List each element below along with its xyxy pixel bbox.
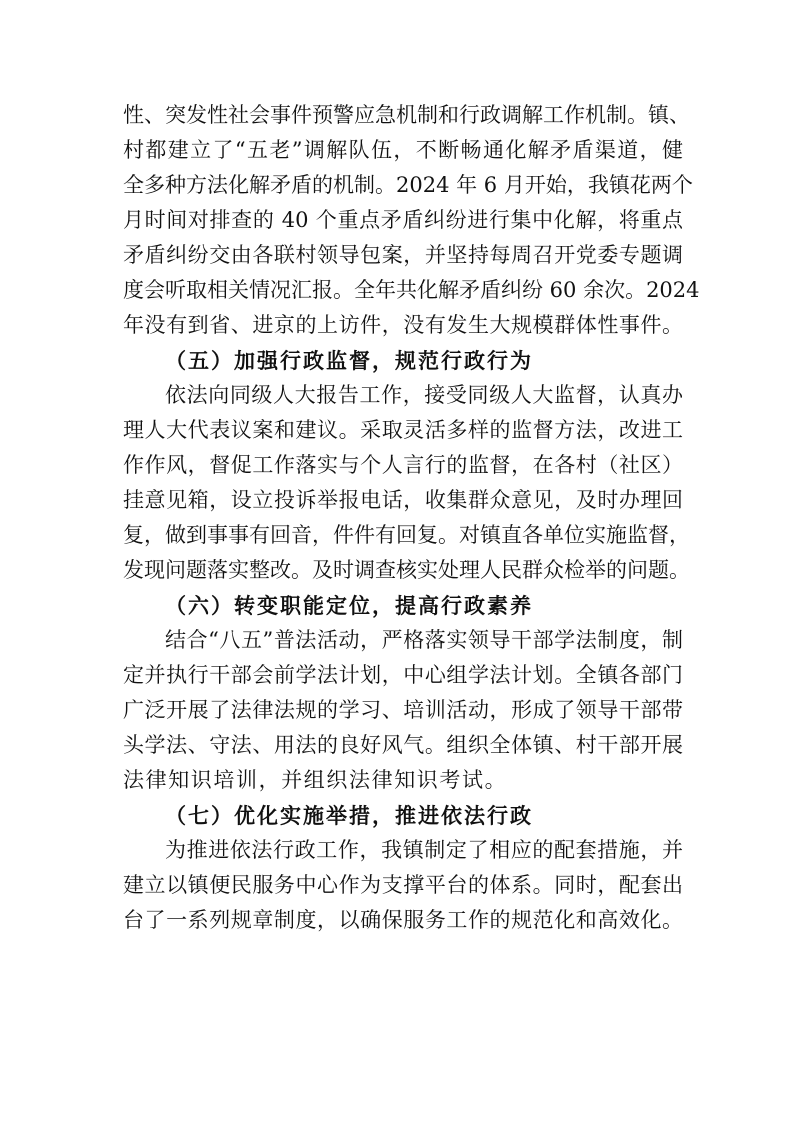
paragraph-line: 理人大代表议案和建议。采取灵活多样的监督方法，改进工 [123, 418, 683, 442]
paragraph-line: 年没有到省、进京的上访件，没有发生大规模群体性事件。 [123, 313, 683, 337]
paragraph-line: 性、突发性社会事件预警应急机制和行政调解工作机制。镇、 [123, 103, 690, 127]
paragraph-line: 定并执行干部会前学法计划，中心组学法计划。全镇各部门 [123, 663, 683, 687]
paragraph-line: 全多种方法化解矛盾的机制。2024 年 6 月开始，我镇花两个 [123, 173, 693, 197]
paragraph-line: 挂意见箱，设立投诉举报电话，收集群众意见，及时办理回 [123, 488, 683, 512]
section-heading-7: （七）优化实施举措，推进依法行政 [165, 803, 533, 828]
paragraph-line: 作作风，督促工作落实与个人言行的监督，在各村（社区） [123, 453, 683, 477]
paragraph-line: 村都建立了“五老”调解队伍，不断畅通化解矛盾渠道，健 [123, 138, 683, 162]
paragraph-line: 建立以镇便民服务中心作为支撑平台的体系。同时，配套出 [123, 873, 683, 897]
paragraph-line: 发现问题落实整改。及时调查核实处理人民群众检举的问题。 [123, 558, 690, 582]
paragraph-first-line: 结合“八五”普法活动，严格落实领导干部学法制度，制 [165, 628, 683, 652]
paragraph-first-line: 依法向同级人大报告工作，接受同级人大监督，认真办 [165, 383, 683, 407]
paragraph-line: 台了一系列规章制度，以确保服务工作的规范化和高效化。 [123, 908, 683, 932]
paragraph-line: 广泛开展了法律法规的学习、培训活动，形成了领导干部带 [123, 698, 683, 722]
paragraph-line: 头学法、守法、用法的良好风气。组织全体镇、村干部开展 [123, 733, 683, 757]
paragraph-line: 度会听取相关情况汇报。全年共化解矛盾纠纷 60 余次。2024 [123, 278, 700, 302]
paragraph-first-line: 为推进依法行政工作，我镇制定了相应的配套措施，并 [165, 838, 683, 862]
section-heading-6: （六）转变职能定位，提高行政素养 [165, 593, 533, 618]
document-body [123, 98, 700, 938]
paragraph-line: 月时间对排查的 40 个重点矛盾纠纷进行集中化解，将重点 [123, 208, 683, 232]
paragraph-line: 矛盾纠纷交由各联村领导包案，并坚持每周召开党委专题调 [123, 243, 683, 267]
paragraph-line: 法律知识培训，并组织法律知识考试。 [123, 768, 508, 792]
paragraph-line: 复，做到事事有回音，件件有回复。对镇直各单位实施监督， [123, 523, 690, 547]
section-heading-5: （五）加强行政监督，规范行政行为 [165, 348, 533, 373]
